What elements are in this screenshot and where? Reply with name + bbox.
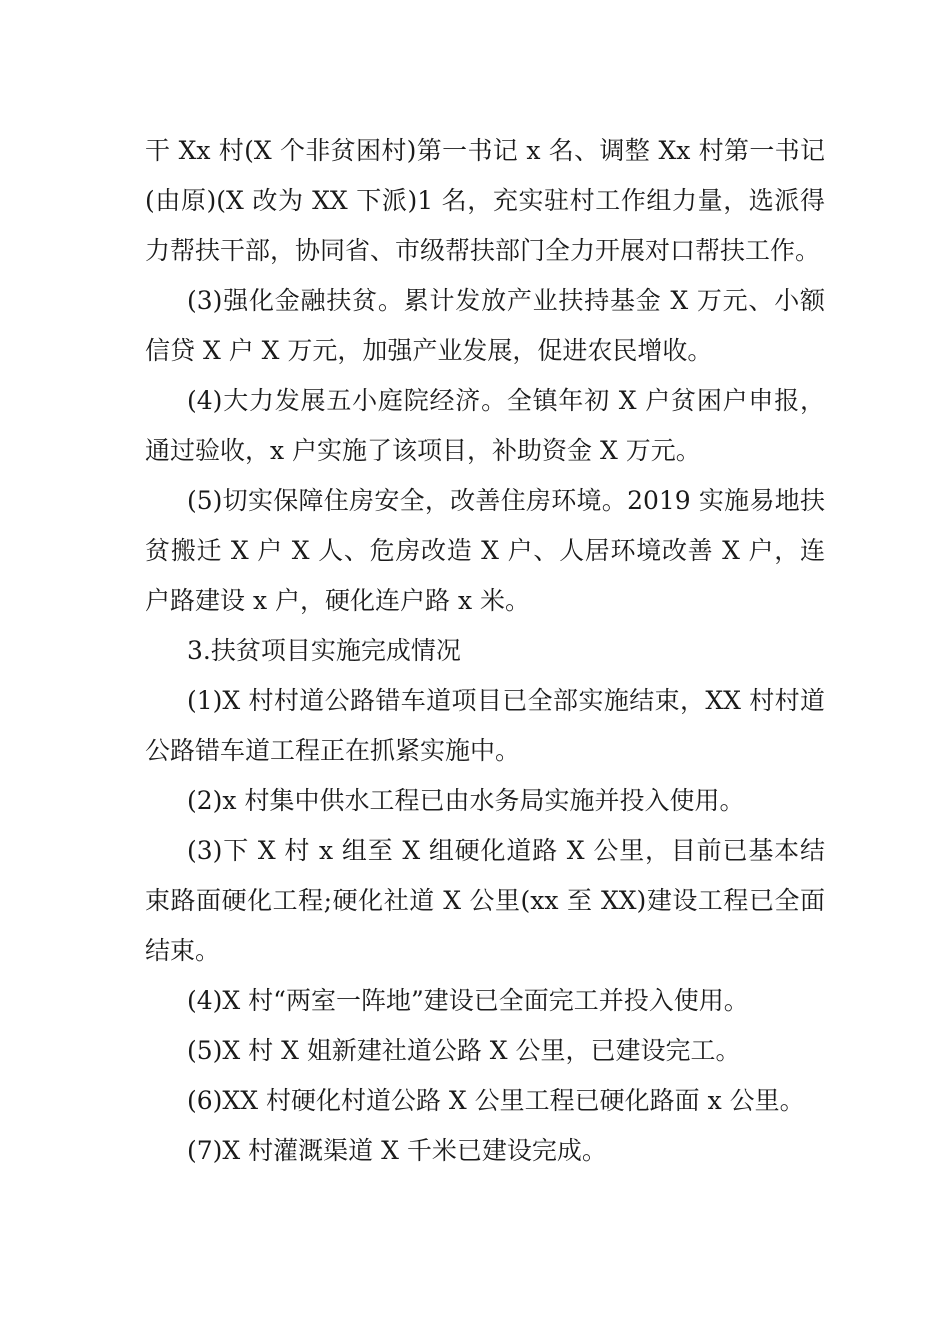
list-item-project-6: (6)XX 村硬化村道公路 X 公里工程已硬化路面 x 公里。 — [187, 1086, 805, 1115]
list-item-project-1: (1)X 村村道公路错车道项目已全部实施结束，XX 村村道公路错车道工程正在抓紧实施中。 — [145, 686, 825, 765]
paragraph-financial-poverty: (3)强化金融扶贫。累计发放产业扶持基金 X 万元、小额信贷 X 户 X 万元，加强产业发展，促进农民增收。 — [145, 286, 825, 365]
paragraph-continuation: 干 Xx 村(X 个非贫困村)第一书记 x 名、调整 Xx 村第一书记(由原)(X 改为 XX 下派)1 名，充实驻村工作组力量，选派得力帮扶干部，协同省、市级帮扶部门全力开展对口帮扶工作。 — [145, 136, 825, 265]
paragraph-courtyard-economy: (4)大力发展五小庭院经济。全镇年初 X 户贫困户申报，通过验收，x 户实施了该项目，补助资金 X 万元。 — [145, 386, 825, 465]
section-heading-projects: 3.扶贫项目实施完成情况 — [187, 636, 461, 665]
list-item-project-2: (2)x 村集中供水工程已由水务局实施并投入使用。 — [187, 786, 745, 815]
list-item-project-5: (5)X 村 X 姐新建社道公路 X 公里，已建设完工。 — [187, 1036, 741, 1065]
paragraph-housing-safety: (5)切实保障住房安全，改善住房环境。2019 实施易地扶贫搬迁 X 户 X 人、危房改造 X 户、人居环境改善 X 户，连户路建设 x 户，硬化连户路 x 米。 — [145, 486, 825, 615]
document-body — [145, 126, 825, 1176]
list-item-project-7: (7)X 村灌溉渠道 X 千米已建设完成。 — [187, 1136, 607, 1165]
list-item-project-4: (4)X 村“两室一阵地”建设已全面完工并投入使用。 — [187, 986, 749, 1015]
list-item-project-3: (3)下 X 村 x 组至 X 组硬化道路 X 公里，目前已基本结束路面硬化工程;硬化社道 X 公里(xx 至 XX)建设工程已全面结束。 — [145, 836, 825, 965]
